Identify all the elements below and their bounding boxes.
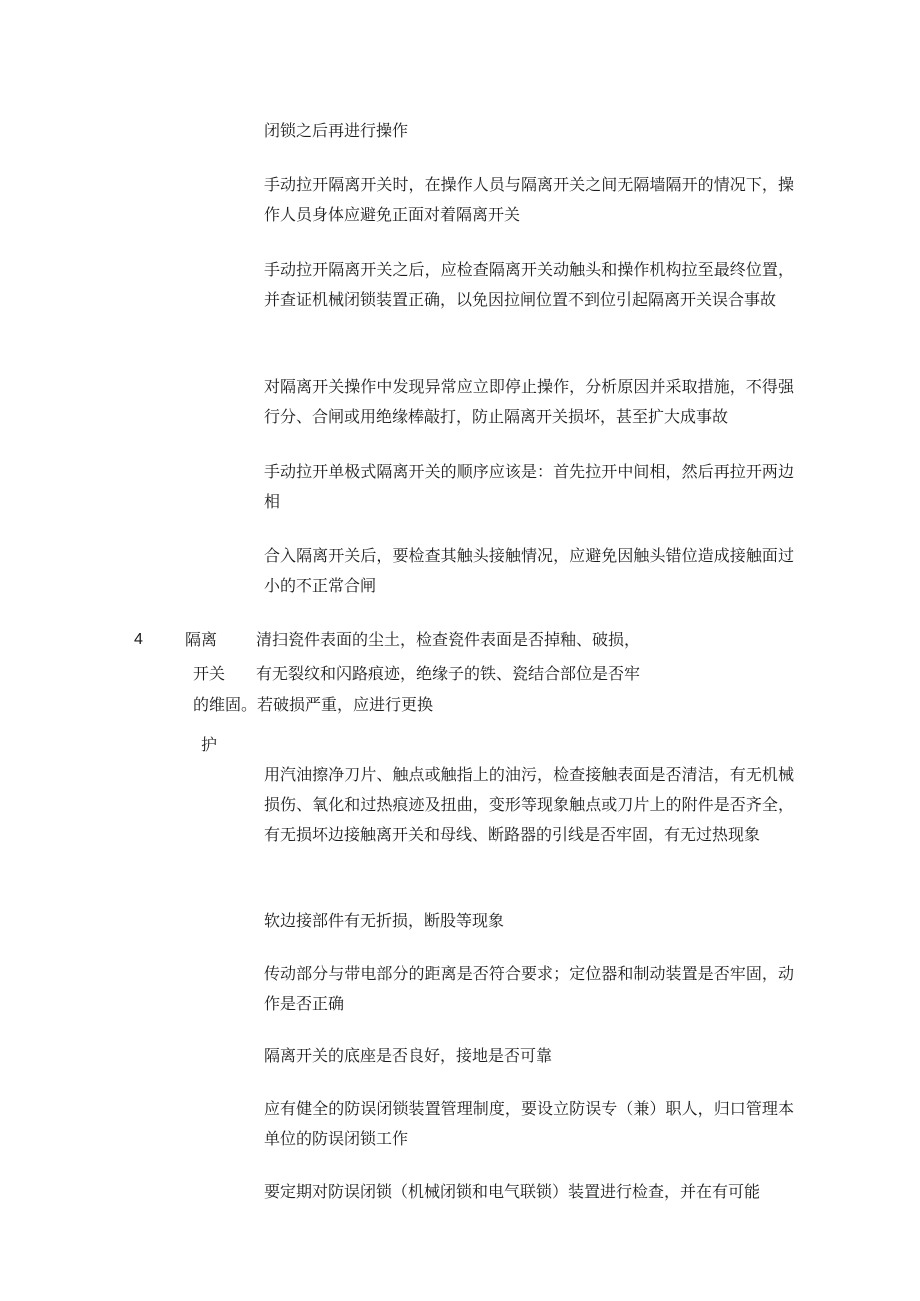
paragraph-3: 手动拉开隔离开关之后，应检查隔离开关动触头和操作机构拉至最终位置，并查证机械闭锁装置正确，以免因拉闸位置不到位引起隔离开关误合事故: [264, 260, 794, 309]
paragraph-11: 应有健全的防误闭锁装置管理制度，要设立防误专（兼）职人，归口管理本单位的防误闭锁工作: [264, 1099, 794, 1148]
section-content-line-1: 清扫瓷件表面的尘土，检查瓷件表面是否掉釉、破损，: [256, 630, 641, 649]
paragraph-2: 手动拉开隔离开关时，在操作人员与隔离开关之间无隔墙隔开的情况下，操作人员身体应避免正面对着隔离开关: [264, 175, 794, 224]
section-label-line-4: 护: [201, 735, 218, 754]
paragraph-12: 要定期对防误闭锁（机械闭锁和电气联锁）装置进行检查，并在有可能: [264, 1182, 761, 1201]
paragraph-10: 隔离开关的底座是否良好，接地是否可靠: [264, 1046, 553, 1065]
paragraph-6: 合入隔离开关后，要检查其触头接触情况，应避免因触头错位造成接触面过小的不正常合闸: [264, 546, 794, 595]
section-label-line-1: 隔离: [185, 630, 218, 649]
section-label-line-3: 的维: [193, 695, 226, 714]
section-content-line-3: 固。若破损严重，应进行更换: [225, 695, 434, 714]
paragraph-9: 传动部分与带电部分的距离是否符合要求；定位器和制动装置是否牢固，动作是否正确: [264, 964, 794, 1013]
section-label-line-2: 开关: [193, 664, 226, 683]
paragraph-8: 软边接部件有无折损，断股等现象: [264, 911, 505, 930]
paragraph-5: 手动拉开单极式隔离开关的顺序应该是：首先拉开中间相，然后再拉开两边相: [264, 462, 794, 511]
paragraph-1: 闭锁之后再进行操作: [264, 121, 409, 140]
paragraph-7: 用汽油擦净刀片、触点或触指上的油污，检查接触表面是否清洁，有无机械损伤、氧化和过热痕迹及扭曲，变形等现象触点或刀片上的附件是否齐全，有无损坏边接触离开关和母线、断路器的引线是否牢固，有无过热现象: [264, 765, 794, 844]
section-number: 4: [134, 631, 143, 648]
section-content-line-2: 有无裂纹和闪路痕迹，绝缘子的铁、瓷结合部位是否牢: [256, 664, 641, 683]
paragraph-4: 对隔离开关操作中发现异常应立即停止操作，分析原因并采取措施，不得强行分、合闸或用绝缘棒敲打，防止隔离开关损坏，甚至扩大成事故: [264, 377, 794, 426]
